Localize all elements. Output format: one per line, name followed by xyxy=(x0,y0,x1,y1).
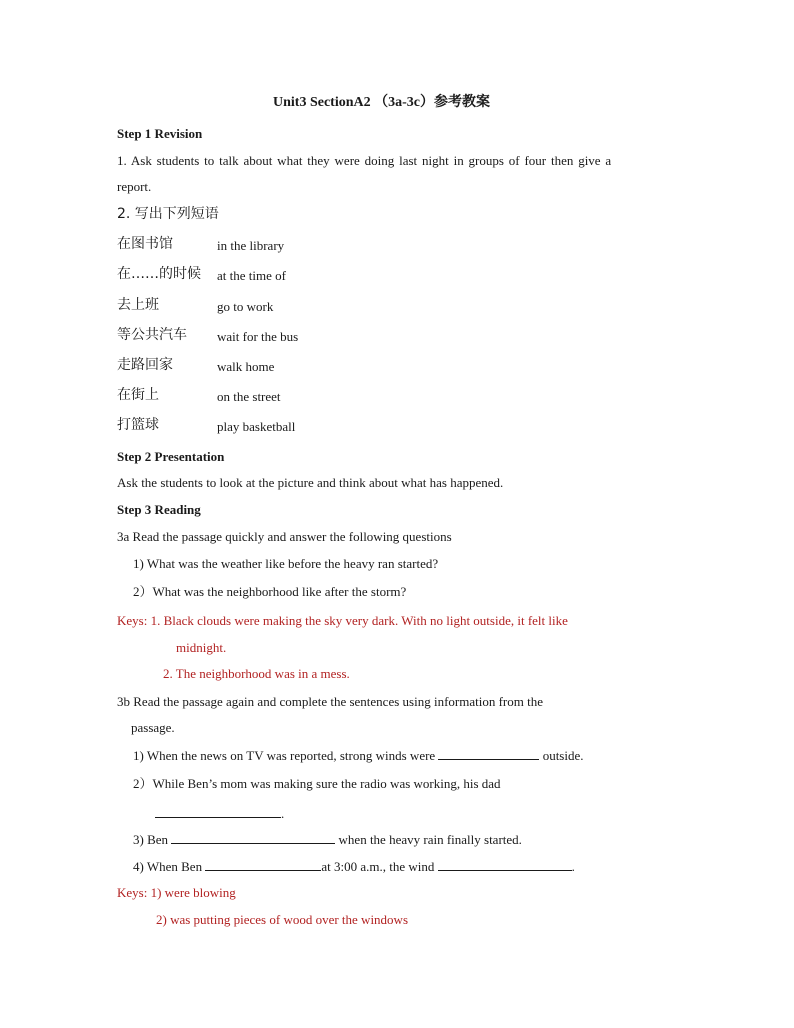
document-title: Unit3 SectionA2 （3a-3c）参考教案 xyxy=(273,95,490,110)
3b-q2-end: . xyxy=(281,806,285,821)
step2-text: Ask the students to look at the picture and think about what has happened. xyxy=(117,475,504,490)
phrase-en: in the library xyxy=(217,238,285,253)
3a-question-1: 1) What was the weather like before the heavy ran started? xyxy=(133,556,439,571)
phrase-cn: 在……的时候 xyxy=(117,266,201,282)
phrase-en: go to work xyxy=(217,299,274,314)
phrase-en: wait for the bus xyxy=(217,329,299,344)
step1-heading: Step 1 Revision xyxy=(117,126,203,141)
3b-question-4 xyxy=(133,858,575,875)
3b-keys-1: Keys: 1) were blowing xyxy=(117,885,236,900)
answer-blank[interactable] xyxy=(155,805,281,818)
phrase-en: play basketball xyxy=(217,419,296,434)
answer-blank[interactable] xyxy=(438,747,539,760)
3b-q4-text-c: . xyxy=(571,859,575,874)
3b-q3-text-a: 3) Ben xyxy=(133,832,169,847)
3b-question-2-cont xyxy=(155,805,284,822)
3b-keys-2: 2) was putting pieces of wood over the windows xyxy=(156,912,409,927)
phrase-en: on the street xyxy=(217,389,281,404)
3b-q4-text-b: at 3:00 a.m., the wind xyxy=(321,859,435,874)
phrase-cn: 打篮球 xyxy=(117,417,159,433)
step1-item2: 2. 写出下列短语 xyxy=(117,206,219,222)
answer-blank[interactable] xyxy=(171,831,335,844)
step1-item1-line1: 1. Ask students to talk about what they were doing last night in groups of four then give a xyxy=(117,153,612,168)
phrase-cn: 在街上 xyxy=(117,387,159,403)
3a-intro: 3a Read the passage quickly and answer the following questions xyxy=(117,529,452,544)
3b-intro-line2: passage. xyxy=(131,720,175,735)
3b-question-1 xyxy=(133,747,584,764)
3b-q1-text-a: 1) When the news on TV was reported, strong winds were xyxy=(133,748,436,763)
answer-blank[interactable] xyxy=(205,858,321,871)
step2-heading: Step 2 Presentation xyxy=(117,449,225,464)
phrase-en: at the time of xyxy=(217,268,286,283)
3b-intro-line1: 3b Read the passage again and complete the sentences using information from the xyxy=(117,694,543,709)
3b-question-2: 2）While Ben’s mom was making sure the radio was working, his dad xyxy=(133,776,501,791)
3b-question-3 xyxy=(133,831,522,848)
phrase-cn: 等公共汽车 xyxy=(117,327,187,343)
3a-keys-2: 2. The neighborhood was in a mess. xyxy=(163,666,350,681)
step3-heading: Step 3 Reading xyxy=(117,502,201,517)
3a-keys-1: Keys: 1. Black clouds were making the sky very dark. With no light outside, it felt like xyxy=(117,613,568,628)
3a-keys-1-cont: midnight. xyxy=(176,640,227,655)
phrase-cn: 在图书馆 xyxy=(117,236,173,252)
step1-item1-line2: report. xyxy=(117,179,152,194)
3a-question-2: 2）What was the neighborhood like after the storm? xyxy=(133,584,407,599)
3b-q4-text-a: 4) When Ben xyxy=(133,859,203,874)
phrase-cn: 走路回家 xyxy=(117,357,173,373)
answer-blank[interactable] xyxy=(438,858,572,871)
phrase-cn: 去上班 xyxy=(117,297,159,313)
phrase-en: walk home xyxy=(217,359,275,374)
3b-q3-text-b: when the heavy rain finally started. xyxy=(338,832,522,847)
3b-q1-text-b: outside. xyxy=(542,748,584,763)
